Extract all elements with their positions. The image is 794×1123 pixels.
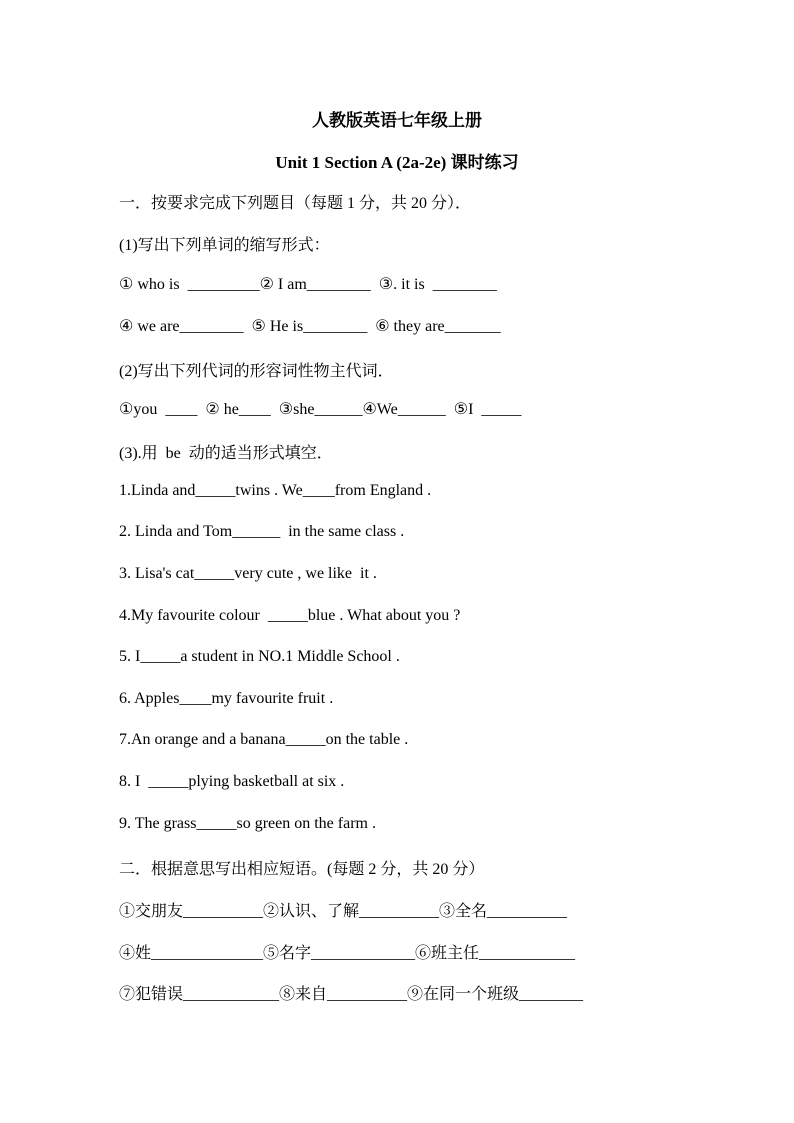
fill-item-6: 6. Apples____my favourite fruit . xyxy=(119,690,334,707)
sub2-row1: ①you ____ ② he____ ③she______④We______ ⑤I _____ xyxy=(119,401,522,418)
worksheet-subtitle: Unit 1 Section A (2a-2e) 课时练习 xyxy=(275,153,519,172)
fill-item-2: 2. Linda and Tom______ in the same class . xyxy=(119,523,405,540)
fill-item-4: 4.My favourite colour _____blue . What about you ? xyxy=(119,607,461,624)
part2-row2: ④姓______________⑤名字_____________⑥班主任____________ xyxy=(119,945,576,962)
sub3-heading: (3).用 be 动的适当形式填空． xyxy=(119,445,333,462)
worksheet-title: 人教版英语七年级上册 xyxy=(312,111,482,130)
sub2-heading: (2)写出下列代词的形容词性物主代词． xyxy=(119,363,394,380)
sub1-row1: ① who is _________② I am________ ③. it is ________ xyxy=(119,276,497,293)
fill-item-8: 8. I _____plying basketball at six . xyxy=(119,773,345,790)
fill-item-3: 3. Lisa's cat_____very cute , we like it . xyxy=(119,565,377,582)
sub1-heading: (1)写出下列单词的缩写形式： xyxy=(119,237,330,254)
fill-item-7: 7.An orange and a banana_____on the table . xyxy=(119,731,409,748)
fill-item-5: 5. I_____a student in NO.1 Middle School . xyxy=(119,648,400,665)
fill-item-1: 1.Linda and_____twins . We____from England . xyxy=(119,482,432,499)
fill-item-9: 9. The grass_____so green on the farm . xyxy=(119,815,376,832)
part2-heading: 二．根据意思写出相应短语。(每题 2 分，共 20 分） xyxy=(119,861,485,878)
part2-row1: ①交朋友__________②认识、了解__________③全名__________ xyxy=(119,903,568,920)
part2-row3: ⑦犯错误____________⑧来自__________⑨在同一个班级________ xyxy=(119,986,584,1003)
part1-heading: 一．按要求完成下列题目（每题 1 分，共 20 分）． xyxy=(119,195,472,212)
sub1-row2: ④ we are________ ⑤ He is________ ⑥ they are_______ xyxy=(119,318,501,335)
